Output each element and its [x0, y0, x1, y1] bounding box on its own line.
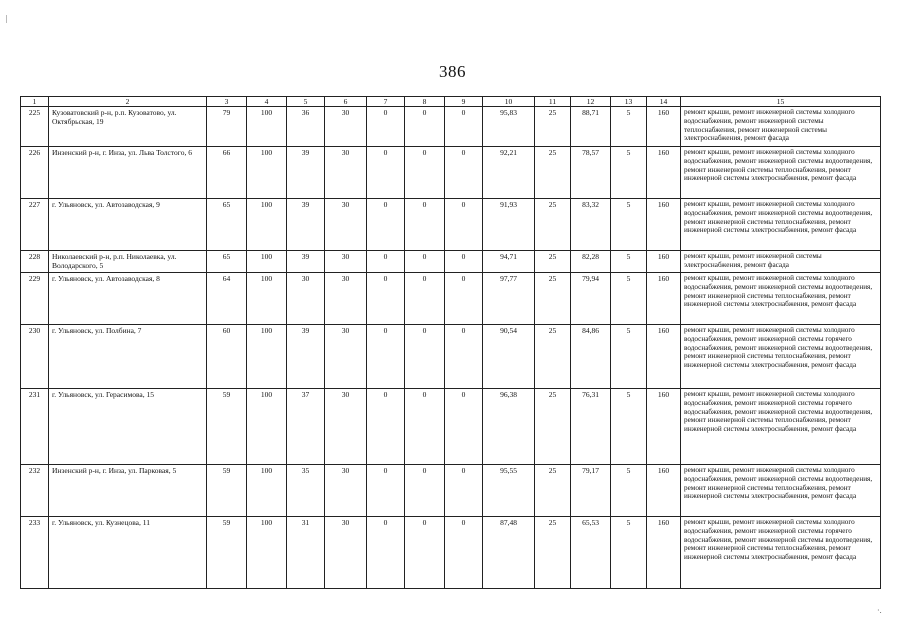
- address-cell: г. Ульяновск, ул. Кузнецова, 11: [49, 517, 207, 589]
- value-cell-c5: 36: [287, 107, 325, 147]
- value-cell-c6: 30: [325, 199, 367, 251]
- column-header-11: 11: [535, 97, 571, 107]
- row-number-cell: 227: [21, 199, 49, 251]
- value-cell-c11: 25: [535, 517, 571, 589]
- value-cell-c13: 5: [611, 465, 647, 517]
- value-cell-c7: 0: [367, 389, 405, 465]
- column-header-12: 12: [571, 97, 611, 107]
- value-cell-c11: 25: [535, 389, 571, 465]
- value-cell-c3: 66: [207, 147, 247, 199]
- row-number-cell: 231: [21, 389, 49, 465]
- value-cell-c10: 95,55: [483, 465, 535, 517]
- value-cell-c4: 100: [247, 517, 287, 589]
- value-cell-c8: 0: [405, 251, 445, 273]
- value-cell-c8: 0: [405, 147, 445, 199]
- value-cell-c3: 59: [207, 517, 247, 589]
- row-number-cell: 225: [21, 107, 49, 147]
- column-header-6: 6: [325, 97, 367, 107]
- value-cell-c9: 0: [445, 325, 483, 389]
- table-row: [21, 517, 881, 589]
- value-cell-c8: 0: [405, 199, 445, 251]
- value-cell-c10: 87,48: [483, 517, 535, 589]
- value-cell-c9: 0: [445, 199, 483, 251]
- value-cell-c4: 100: [247, 273, 287, 325]
- address-cell: г. Ульяновск, ул. Автозаводская, 9: [49, 199, 207, 251]
- table-row: [21, 107, 881, 147]
- value-cell-c7: 0: [367, 107, 405, 147]
- row-number-cell: 228: [21, 251, 49, 273]
- value-cell-c11: 25: [535, 465, 571, 517]
- value-cell-c6: 30: [325, 273, 367, 325]
- value-cell-c7: 0: [367, 465, 405, 517]
- table-row: [21, 465, 881, 517]
- value-cell-c7: 0: [367, 517, 405, 589]
- column-header-5: 5: [287, 97, 325, 107]
- value-cell-c8: 0: [405, 465, 445, 517]
- table-row: [21, 251, 881, 273]
- column-header-1: 1: [21, 97, 49, 107]
- value-cell-c14: 160: [647, 147, 681, 199]
- works-cell: ремонт крыши, ремонт инженерной системы холодного водоснабжения, ремонт инженерной системы теплоснабжения, ремонт инженерной системы электроснабжения, ремонт фасада: [681, 107, 881, 147]
- value-cell-c4: 100: [247, 325, 287, 389]
- value-cell-c8: 0: [405, 389, 445, 465]
- value-cell-c12: 65,53: [571, 517, 611, 589]
- value-cell-c11: 25: [535, 251, 571, 273]
- value-cell-c7: 0: [367, 273, 405, 325]
- page-number: 386: [439, 62, 466, 81]
- value-cell-c12: 84,86: [571, 325, 611, 389]
- value-cell-c12: 78,57: [571, 147, 611, 199]
- value-cell-c8: 0: [405, 107, 445, 147]
- value-cell-c14: 160: [647, 325, 681, 389]
- value-cell-c6: 30: [325, 147, 367, 199]
- address-cell: г. Ульяновск, ул. Герасимова, 15: [49, 389, 207, 465]
- column-header-8: 8: [405, 97, 445, 107]
- table-body: [21, 107, 881, 589]
- value-cell-c13: 5: [611, 147, 647, 199]
- value-cell-c14: 160: [647, 517, 681, 589]
- column-header-4: 4: [247, 97, 287, 107]
- value-cell-c4: 100: [247, 465, 287, 517]
- value-cell-c7: 0: [367, 325, 405, 389]
- value-cell-c9: 0: [445, 251, 483, 273]
- address-cell: Инзенский р-н, г. Инза, ул. Парковая, 5: [49, 465, 207, 517]
- column-header-2: 2: [49, 97, 207, 107]
- table-row: [21, 325, 881, 389]
- value-cell-c9: 0: [445, 389, 483, 465]
- value-cell-c14: 160: [647, 107, 681, 147]
- row-number-cell: 232: [21, 465, 49, 517]
- value-cell-c6: 30: [325, 107, 367, 147]
- value-cell-c13: 5: [611, 251, 647, 273]
- value-cell-c13: 5: [611, 517, 647, 589]
- works-cell: ремонт крыши, ремонт инженерной системы электроснабжения, ремонт фасада: [681, 251, 881, 273]
- value-cell-c12: 79,17: [571, 465, 611, 517]
- value-cell-c5: 37: [287, 389, 325, 465]
- value-cell-c8: 0: [405, 517, 445, 589]
- works-cell: ремонт крыши, ремонт инженерной системы холодного водоснабжения, ремонт инженерной системы водоотведения, ремонт инженерной системы теплоснабжения, ремонт инженерной системы электроснабжения, ремонт фасада: [681, 199, 881, 251]
- value-cell-c4: 100: [247, 251, 287, 273]
- value-cell-c13: 5: [611, 199, 647, 251]
- value-cell-c6: 30: [325, 325, 367, 389]
- address-cell: Инзенский р-н, г. Инза, ул. Льва Толстого, 6: [49, 147, 207, 199]
- table-row: [21, 147, 881, 199]
- value-cell-c9: 0: [445, 465, 483, 517]
- table-row: [21, 199, 881, 251]
- value-cell-c3: 59: [207, 389, 247, 465]
- works-cell: ремонт крыши, ремонт инженерной системы холодного водоснабжения, ремонт инженерной системы горячего водоснабжения, ремонт инженерной системы водоотведения, ремонт инженерной системы теплоснабжения, ремонт инженерной системы электроснабжения, ремонт фасада: [681, 389, 881, 465]
- column-header-14: 14: [647, 97, 681, 107]
- value-cell-c14: 160: [647, 273, 681, 325]
- value-cell-c12: 79,94: [571, 273, 611, 325]
- row-number-cell: 226: [21, 147, 49, 199]
- value-cell-c5: 39: [287, 325, 325, 389]
- value-cell-c14: 160: [647, 251, 681, 273]
- value-cell-c13: 5: [611, 325, 647, 389]
- address-cell: г. Ульяновск, ул. Полбина, 7: [49, 325, 207, 389]
- address-cell: Николаевский р-н, р.п. Николаевка, ул. Володарского, 5: [49, 251, 207, 273]
- value-cell-c9: 0: [445, 147, 483, 199]
- value-cell-c6: 30: [325, 251, 367, 273]
- value-cell-c4: 100: [247, 389, 287, 465]
- value-cell-c3: 79: [207, 107, 247, 147]
- column-header-7: 7: [367, 97, 405, 107]
- works-cell: ремонт крыши, ремонт инженерной системы холодного водоснабжения, ремонт инженерной системы горячего водоснабжения, ремонт инженерной системы водоотведения, ремонт инженерной системы теплоснабжения, ремонт инженерной системы электроснабжения, ремонт фасада: [681, 325, 881, 389]
- value-cell-c4: 100: [247, 147, 287, 199]
- value-cell-c9: 0: [445, 517, 483, 589]
- works-cell: ремонт крыши, ремонт инженерной системы холодного водоснабжения, ремонт инженерной системы водоотведения, ремонт инженерной системы теплоснабжения, ремонт инженерной системы электроснабжения, ремонт фасада: [681, 273, 881, 325]
- value-cell-c10: 91,93: [483, 199, 535, 251]
- value-cell-c5: 39: [287, 147, 325, 199]
- value-cell-c12: 82,28: [571, 251, 611, 273]
- value-cell-c6: 30: [325, 465, 367, 517]
- value-cell-c7: 0: [367, 199, 405, 251]
- value-cell-c10: 96,38: [483, 389, 535, 465]
- value-cell-c12: 76,31: [571, 389, 611, 465]
- value-cell-c4: 100: [247, 199, 287, 251]
- value-cell-c7: 0: [367, 147, 405, 199]
- value-cell-c12: 88,71: [571, 107, 611, 147]
- value-cell-c10: 92,21: [483, 147, 535, 199]
- value-cell-c11: 25: [535, 107, 571, 147]
- header-row: [21, 97, 881, 107]
- value-cell-c12: 83,32: [571, 199, 611, 251]
- table-row: [21, 389, 881, 465]
- value-cell-c3: 60: [207, 325, 247, 389]
- value-cell-c13: 5: [611, 389, 647, 465]
- address-cell: Кузоватовский р-н, р.п. Кузоватово, ул. Октябрьская, 19: [49, 107, 207, 147]
- value-cell-c8: 0: [405, 325, 445, 389]
- value-cell-c7: 0: [367, 251, 405, 273]
- value-cell-c4: 100: [247, 107, 287, 147]
- value-cell-c9: 0: [445, 273, 483, 325]
- value-cell-c6: 30: [325, 389, 367, 465]
- value-cell-c5: 39: [287, 251, 325, 273]
- column-header-3: 3: [207, 97, 247, 107]
- value-cell-c3: 59: [207, 465, 247, 517]
- address-cell: г. Ульяновск, ул. Автозаводская, 8: [49, 273, 207, 325]
- row-number-cell: 229: [21, 273, 49, 325]
- value-cell-c14: 160: [647, 389, 681, 465]
- column-header-13: 13: [611, 97, 647, 107]
- column-header-15: 15: [681, 97, 881, 107]
- value-cell-c5: 31: [287, 517, 325, 589]
- value-cell-c11: 25: [535, 147, 571, 199]
- table-row: [21, 273, 881, 325]
- value-cell-c8: 0: [405, 273, 445, 325]
- value-cell-c11: 25: [535, 199, 571, 251]
- value-cell-c3: 65: [207, 199, 247, 251]
- value-cell-c3: 64: [207, 273, 247, 325]
- value-cell-c10: 97,77: [483, 273, 535, 325]
- value-cell-c14: 160: [647, 465, 681, 517]
- repair-register-table: [20, 96, 881, 589]
- value-cell-c6: 30: [325, 517, 367, 589]
- value-cell-c5: 30: [287, 273, 325, 325]
- works-cell: ремонт крыши, ремонт инженерной системы холодного водоснабжения, ремонт инженерной системы водоотведения, ремонт инженерной системы теплоснабжения, ремонт инженерной системы электроснабжения, ремонт фасада: [681, 465, 881, 517]
- column-header-10: 10: [483, 97, 535, 107]
- value-cell-c13: 5: [611, 273, 647, 325]
- value-cell-c10: 90,54: [483, 325, 535, 389]
- row-number-cell: 230: [21, 325, 49, 389]
- value-cell-c5: 39: [287, 199, 325, 251]
- value-cell-c10: 95,83: [483, 107, 535, 147]
- row-number-cell: 233: [21, 517, 49, 589]
- value-cell-c13: 5: [611, 107, 647, 147]
- column-header-9: 9: [445, 97, 483, 107]
- value-cell-c3: 65: [207, 251, 247, 273]
- scan-artifact: |: [6, 14, 8, 23]
- value-cell-c11: 25: [535, 273, 571, 325]
- scan-artifact: ·.: [877, 606, 882, 615]
- value-cell-c9: 0: [445, 107, 483, 147]
- works-cell: ремонт крыши, ремонт инженерной системы холодного водоснабжения, ремонт инженерной системы горячего водоснабжения, ремонт инженерной системы водоотведения, ремонт инженерной системы теплоснабжения, ремонт инженерной системы электроснабжения, ремонт фасада: [681, 517, 881, 589]
- works-cell: ремонт крыши, ремонт инженерной системы холодного водоснабжения, ремонт инженерной системы водоотведения, ремонт инженерной системы теплоснабжения, ремонт инженерной системы электроснабжения, ремонт фасада: [681, 147, 881, 199]
- value-cell-c11: 25: [535, 325, 571, 389]
- value-cell-c14: 160: [647, 199, 681, 251]
- value-cell-c10: 94,71: [483, 251, 535, 273]
- value-cell-c5: 35: [287, 465, 325, 517]
